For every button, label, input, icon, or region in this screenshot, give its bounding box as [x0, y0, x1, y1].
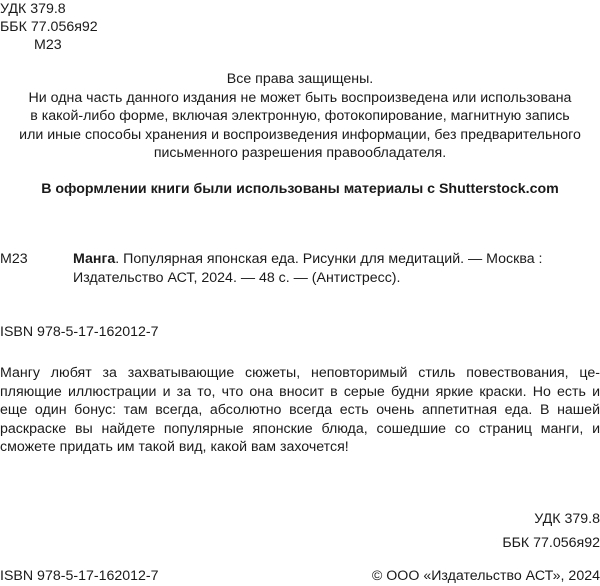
biblio-line-1 — [73, 250, 600, 269]
rights-line: Ни одна часть данного издания не может быть воспроизведена или использована — [28, 89, 572, 106]
annotation-line: пляющие иллюстрации и за то, что она вносит в серые будни яркие краски. Но есть и — [0, 383, 600, 400]
bbk-code: ББК 77.056я92 — [0, 19, 98, 35]
biblio-line-1-rest: . Популярная японская еда. Рисунки для медитаций. — Москва : — [115, 251, 543, 267]
rights-line: или иные способы хранения и воспроизведения информации, без предварительного — [19, 126, 581, 143]
udk-code: УДК 379.8 — [0, 1, 66, 17]
footer-isbn: ISBN 978-5-17-162012-7 — [0, 568, 159, 584]
udk-code-bottom: УДК 379.8 — [534, 511, 600, 527]
biblio-line-2: Издательство АСТ, 2024. — 48 с. — (Антистресс). — [73, 269, 401, 286]
image-credit: В оформлении книги были использованы материалы с Shutterstock.com — [41, 181, 559, 197]
book-title: Манга — [73, 251, 116, 267]
biblio-author-mark: М23 — [0, 251, 28, 267]
biblio-description — [73, 250, 600, 287]
rights-line: Все права защищены. — [226, 71, 374, 87]
isbn: ISBN 978-5-17-162012-7 — [0, 324, 159, 340]
rights-line: в какой-либо форме, включая электронную, фотокопирование, магнитную запись — [30, 108, 570, 124]
annotation-line: еще один бонус: там всегда, абсолютно всегда есть очень аппетитная еда. В нашей — [0, 402, 600, 419]
annotation — [0, 364, 600, 457]
annotation-line: Мангу любят за захватывающие сюжеты, неповторимый стиль повествования, це- — [0, 365, 600, 381]
annotation-line: сможете придать им такой вид, какой вам захочется! — [0, 439, 349, 456]
bbk-code-bottom: ББК 77.056я92 — [502, 535, 600, 551]
top-classification-codes — [0, 0, 98, 54]
author-mark: М23 — [34, 37, 62, 53]
rights-line: письменного разрешения правообладателя. — [153, 145, 447, 161]
annotation-line: раскраске вы найдете популярные японские блюда, сошедшие со страниц манги, и — [0, 420, 600, 437]
copyright-notice: © ООО «Издательство АСТ», 2024 — [371, 568, 600, 584]
bottom-classification-codes — [502, 510, 600, 558]
rights-notice — [0, 70, 600, 163]
